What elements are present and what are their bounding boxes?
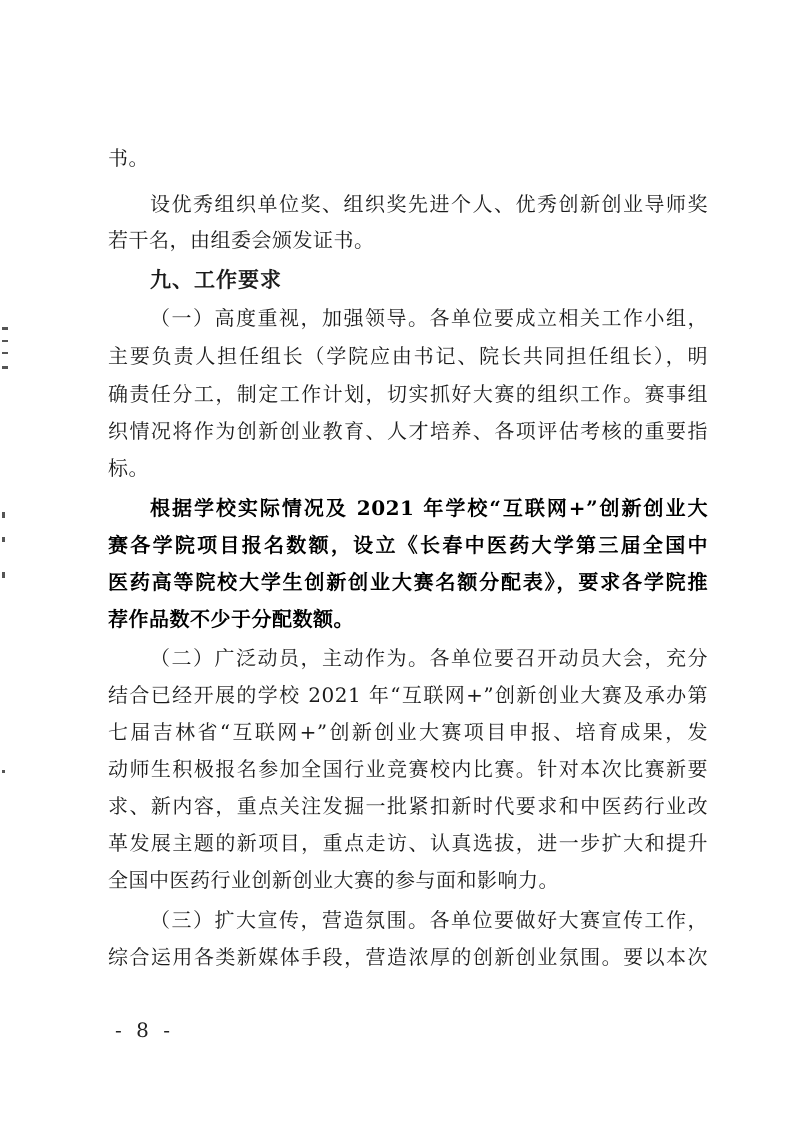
bold-text-line: 根据学校实际情况及 2021 年学校“互联网+”创新创业大 [150,496,708,520]
bold-text-line: 赛各学院项目报名数额，设立《长春中医药大学第三届全国中 [108,533,708,557]
section-heading: 九、工作要求 [150,268,282,292]
text-line: 全国中医药行业创新创业大赛的参与面和影响力。 [108,868,559,892]
text-line: 设优秀组织单位奖、组织奖先进个人、优秀创新创业导师奖 [150,192,708,216]
text-line: 织情况将作为创新创业教育、人才培养、各项评估考核的重要指 [108,419,708,443]
text-line: 结合已经开展的学校 2021 年“互联网+”创新创业大赛及承办第 [108,683,708,707]
bold-text-line: 医药高等院校大学生创新创业大赛名额分配表》，要求各学院推 [108,570,708,594]
text-line: 综合运用各类新媒体手段，营造浓厚的创新创业氛围。要以本次 [108,945,708,969]
text-line: 标。 [108,456,149,480]
page-number: - 8 - [115,1018,174,1042]
margin-mark [2,352,8,354]
margin-mark [2,366,8,369]
text-line: 求、新内容，重点关注发掘一批紧扣新时代要求和中医药行业改 [108,794,708,818]
text-line: 七届吉林省“互联网+”创新创业大赛项目申报、培育成果，发 [108,720,708,744]
text-line: 确责任分工，制定工作计划，切实抓好大赛的组织工作。赛事组 [108,382,708,406]
margin-mark [2,537,5,542]
text-line: （一）高度重视，加强领导。各单位要成立相关工作小组， [150,306,708,330]
margin-mark [2,770,5,773]
margin-mark [2,572,5,578]
text-line: 动师生积极报名参加全国行业竞赛校内比赛。针对本次比赛新要 [108,757,708,781]
text-line: 若干名，由组委会颁发证书。 [108,228,375,252]
text-line: （二）广泛动员，主动作为。各单位要召开动员大会，充分 [150,646,708,670]
text-line: 书。 [108,146,149,170]
text-line: （三）扩大宣传，营造氛围。各单位要做好大赛宣传工作， [150,908,708,932]
text-line: 革发展主题的新项目，重点走访、认真选拔，进一步扩大和提升 [108,831,708,855]
margin-mark [2,327,8,330]
margin-mark [2,340,8,342]
text-line: 主要负责人担任组长（学院应由书记、院长共同担任组长），明 [108,344,708,368]
bold-text-line: 荐作品数不少于分配数额。 [108,607,354,631]
margin-mark [2,512,5,518]
